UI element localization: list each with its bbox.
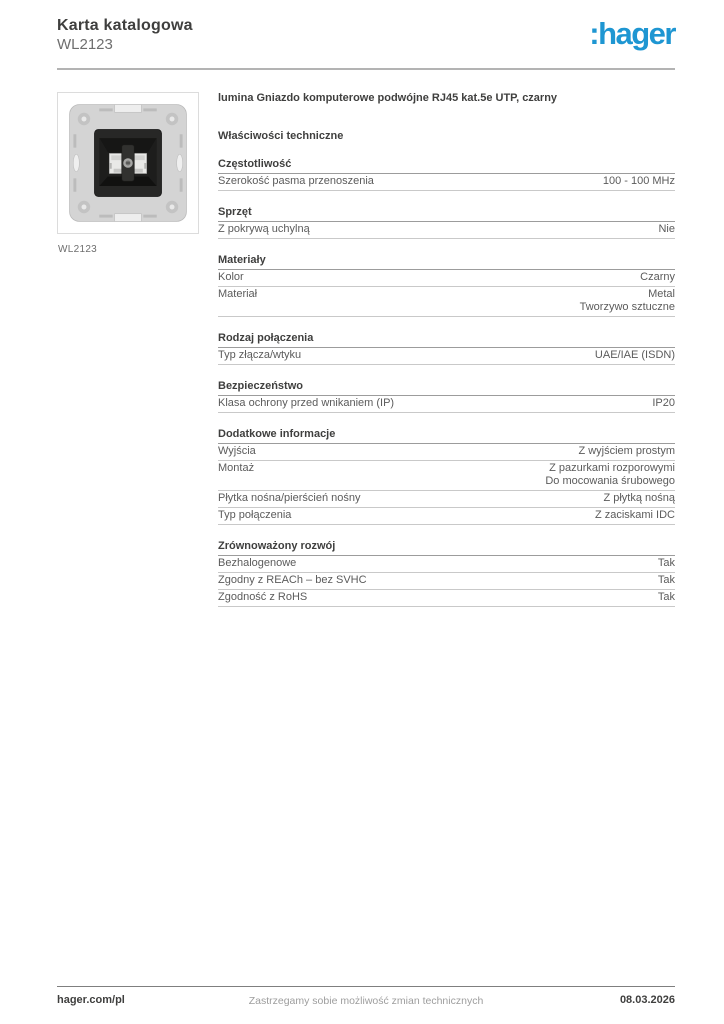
footer-disclaimer: Zastrzegamy sobie możliwość zmian technicznych [248,995,484,1007]
spec-value: 100 - 100 MHz [602,175,675,187]
spec-row [218,590,675,607]
spec-value: Tak [657,574,675,586]
document-type-title: Karta katalogowa [57,17,193,34]
spec-section [218,254,675,317]
section-rows [218,174,675,191]
technical-properties-title: Właściwości techniczne [218,130,344,142]
spec-row [218,461,675,491]
product-image-caption: WL2123 [58,244,98,255]
section-rows [218,444,675,525]
spec-value: Z wyjściem prostym [578,445,675,457]
spec-value: Z pazurkami rozporowymi Do mocowania śrubowego [545,462,675,487]
spec-row [218,573,675,590]
section-rows [218,556,675,607]
spec-row [218,396,675,413]
spec-label: Klasa ochrony przed wnikaniem (IP) [218,397,395,409]
spec-value: IP20 [652,397,675,409]
product-code: WL2123 [57,36,113,53]
spec-value: Czarny [640,271,675,283]
spec-row [218,222,675,239]
spec-value: Tak [657,591,675,603]
spec-row [218,270,675,287]
section-heading: Zrównoważony rozwój [218,540,675,556]
spec-label: Kolor [218,271,244,283]
header [57,16,193,54]
spec-label: Wyjścia [218,445,256,457]
spec-row [218,556,675,573]
section-heading: Rodzaj połączenia [218,332,675,348]
section-rows [218,222,675,239]
footer-website-link[interactable]: hager.com/pl [57,994,125,1006]
spec-section [218,428,675,525]
spec-row [218,491,675,508]
spec-label: Z pokrywą uchylną [218,223,310,235]
spec-row [218,444,675,461]
section-rows [218,396,675,413]
spec-section [218,332,675,365]
spec-value: Metal Tworzywo sztuczne [579,288,675,313]
spec-label: Bezhalogenowe [218,557,297,569]
spec-section [218,158,675,191]
hager-logo: :hager [589,16,675,51]
spec-row [218,174,675,191]
spec-value: Nie [658,223,675,235]
product-image [61,96,195,230]
spec-section [218,380,675,413]
footer-date: 08.03.2026 [619,994,675,1006]
spec-row [218,508,675,525]
footer-divider [57,986,675,987]
spec-section [218,206,675,239]
spec-label: Typ połączenia [218,509,292,521]
footer [57,994,675,1010]
spec-label: Zgodność z RoHS [218,591,308,603]
section-rows [218,348,675,365]
spec-value: Z zaciskami IDC [594,509,675,521]
section-heading: Sprzęt [218,206,675,222]
spec-row [218,348,675,365]
product-title: lumina Gniazdo komputerowe podwójne RJ45 kat.5e UTP, czarny [218,92,558,104]
spec-value: Z płytką nośną [603,492,675,504]
section-heading: Bezpieczeństwo [218,380,675,396]
spec-label: Typ złącza/wtyku [218,349,302,361]
spec-sections [218,158,675,607]
spec-label: Montaż [218,462,255,474]
product-image-frame [57,92,199,234]
spec-value: Tak [657,557,675,569]
spec-label: Materiał [218,288,258,300]
section-heading: Częstotliwość [218,158,675,174]
spec-label: Płytka nośna/pierścień nośny [218,492,361,504]
section-heading: Dodatkowe informacje [218,428,675,444]
header-divider [57,68,675,70]
section-heading: Materiały [218,254,675,270]
spec-section [218,540,675,607]
spec-label: Zgodny z REACh – bez SVHC [218,574,367,586]
spec-value: UAE/IAE (ISDN) [594,349,675,361]
spec-label: Szerokość pasma przenoszenia [218,175,374,187]
section-rows [218,270,675,317]
spec-column [218,92,675,607]
spec-row [218,287,675,317]
